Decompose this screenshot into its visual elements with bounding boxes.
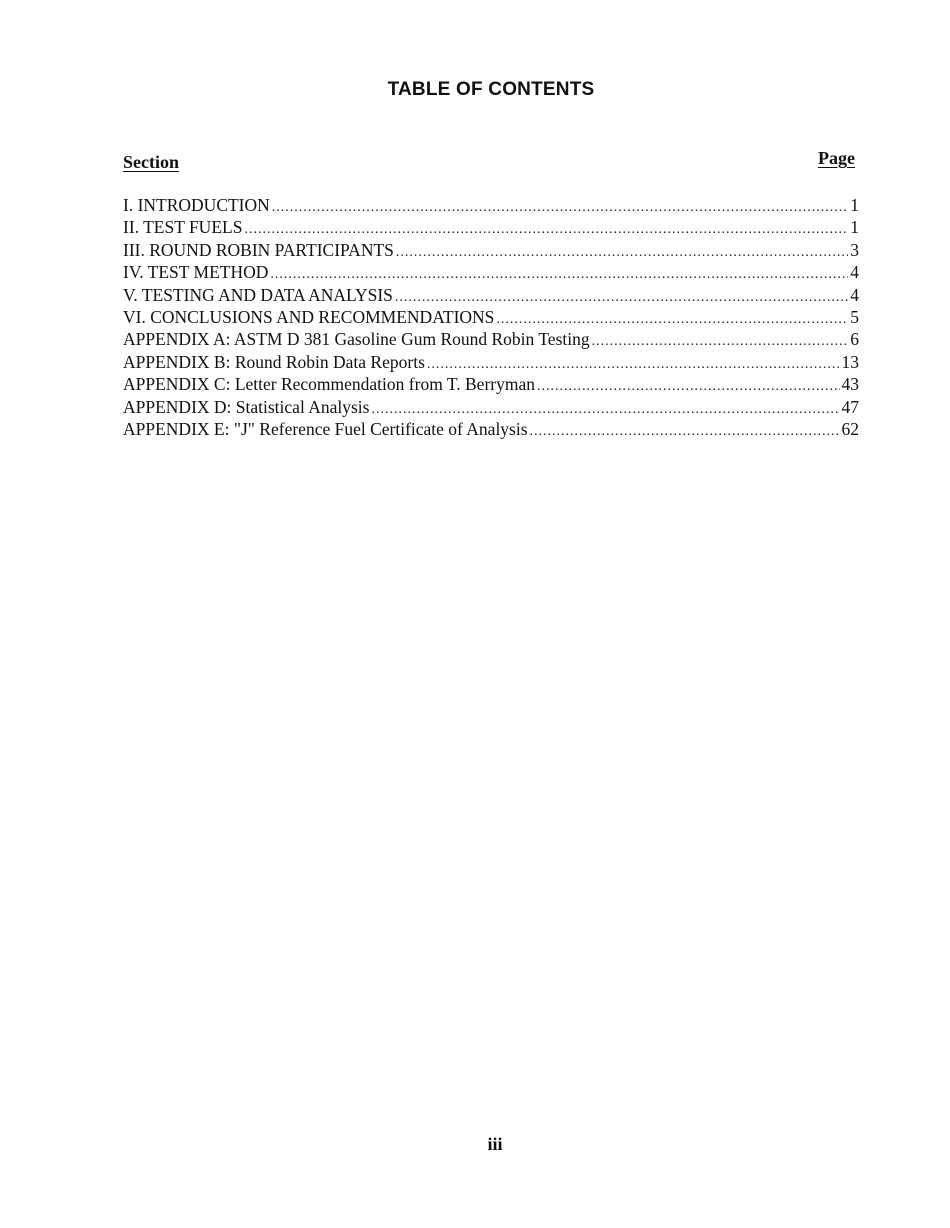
toc-entry-page: 43 xyxy=(841,374,859,395)
toc-entry-label: II. TEST FUELS xyxy=(123,217,243,238)
section-column-header: Section xyxy=(123,152,179,172)
toc-entry[interactable] xyxy=(123,284,859,306)
page-column-header: Page xyxy=(818,148,855,168)
toc-entry-label: APPENDIX E: "J" Reference Fuel Certificate of Analysis xyxy=(123,418,528,439)
toc-entry-page: 6 xyxy=(850,329,859,350)
toc-entry[interactable] xyxy=(123,328,859,350)
toc-entry-page: 4 xyxy=(850,262,859,283)
page-title: TABLE OF CONTENTS xyxy=(387,79,595,100)
table-of-contents xyxy=(123,194,859,440)
dot-leader xyxy=(427,354,840,373)
toc-entry-label: APPENDIX A: ASTM D 381 Gasoline Gum Round Robin Testing xyxy=(123,329,590,350)
dot-leader xyxy=(244,219,848,238)
toc-entry-page: 3 xyxy=(850,239,859,260)
toc-entry-page: 62 xyxy=(841,418,859,439)
toc-entry[interactable] xyxy=(123,216,859,238)
dot-leader xyxy=(270,264,848,283)
dot-leader xyxy=(537,376,840,395)
dot-leader xyxy=(396,242,848,261)
toc-entry-page: 47 xyxy=(841,396,859,417)
toc-entry-page: 1 xyxy=(850,195,859,215)
dot-leader xyxy=(496,309,848,328)
toc-entry[interactable] xyxy=(123,418,859,440)
toc-entry-label: APPENDIX B: Round Robin Data Reports xyxy=(123,351,425,372)
toc-entry-label: APPENDIX C: Letter Recommendation from T. Berryman xyxy=(123,374,535,395)
dot-leader xyxy=(395,287,848,306)
toc-entry[interactable] xyxy=(123,396,859,418)
toc-entry[interactable] xyxy=(123,373,859,395)
dot-leader xyxy=(530,421,840,440)
page-number: iii xyxy=(487,1134,503,1154)
toc-entry-page: 5 xyxy=(850,306,859,327)
toc-entry-label: APPENDIX D: Statistical Analysis xyxy=(123,396,370,417)
dot-leader xyxy=(371,399,839,418)
toc-entry[interactable] xyxy=(123,194,859,216)
toc-entry-label: V. TESTING AND DATA ANALYSIS xyxy=(123,284,393,305)
toc-entry-label: III. ROUND ROBIN PARTICIPANTS xyxy=(123,239,394,260)
toc-entry[interactable] xyxy=(123,351,859,373)
toc-entry-page: 1 xyxy=(850,217,859,238)
toc-entry-label: IV. TEST METHOD xyxy=(123,262,269,283)
toc-entry[interactable] xyxy=(123,306,859,328)
toc-entry-label: I. INTRODUCTION xyxy=(123,195,270,215)
toc-entry[interactable] xyxy=(123,239,859,261)
dot-leader xyxy=(272,197,848,216)
toc-entry[interactable] xyxy=(123,261,859,283)
toc-entry-page: 13 xyxy=(841,351,859,372)
toc-entry-page: 4 xyxy=(850,284,859,305)
dot-leader xyxy=(592,331,849,350)
toc-entry-label: VI. CONCLUSIONS AND RECOMMENDATIONS xyxy=(123,306,495,327)
